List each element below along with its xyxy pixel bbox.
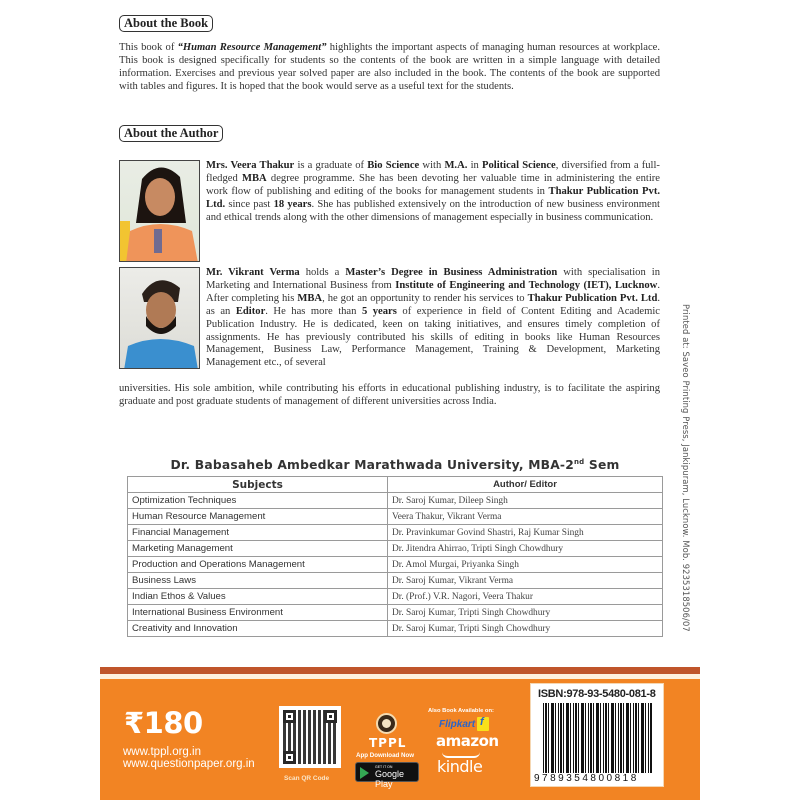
about-book-paragraph bbox=[119, 42, 660, 94]
tppl-app-name: TPPL bbox=[369, 736, 407, 750]
qr-caption: Scan QR Code bbox=[284, 775, 330, 782]
printer-note: Printed at: Saveo Printing Press, Jankipuram, Lucknow. Mob. 9235318506/07 bbox=[681, 304, 691, 632]
table-row: Financial Management Dr. Pravinkumar Govind Shastri, Raj Kumar Singh bbox=[128, 525, 663, 541]
table-row: Business Laws Dr. Saroj Kumar, Vikrant Verma bbox=[128, 573, 663, 589]
kindle-logo[interactable]: kindle bbox=[437, 757, 483, 776]
table-row: Production and Operations Management Dr. Amol Murgai, Priyanka Singh bbox=[128, 557, 663, 573]
author2-name: Mr. Vikrant Verma bbox=[206, 267, 300, 278]
qr-finder-icon bbox=[324, 710, 337, 723]
subjects-table bbox=[127, 476, 663, 637]
footer-stripe-dark bbox=[100, 667, 700, 674]
google-play-button[interactable] bbox=[355, 762, 419, 789]
isbn-number: ISBN:978-93-5480-081-8 bbox=[538, 688, 656, 700]
app-download-text: App Download Now bbox=[356, 752, 415, 759]
tppl-logo-icon bbox=[376, 713, 397, 734]
table-row: Human Resource Management Veera Thakur, Vikrant Verma bbox=[128, 509, 663, 525]
qr-pattern-icon bbox=[283, 710, 337, 764]
play-store-icon bbox=[360, 767, 369, 779]
available-on-label: Also Book Available on: bbox=[428, 708, 494, 714]
amazon-logo[interactable]: amazon bbox=[436, 732, 499, 750]
table-row: International Business Environment Dr. Saroj Kumar, Tripti Singh Chowdhury bbox=[128, 605, 663, 621]
gplay-get-it-on: GET IT ON bbox=[375, 765, 393, 769]
university-title: Dr. Babasaheb Ambedkar Marathwada University, MBA-2nd Sem bbox=[170, 458, 620, 473]
about-book-text: highlights the important aspects of managing human resources at workplace. This book is designed specifically for students so the contents of the book are written in a simple language with detailed information. Exercises and previous year solved paper are also included in the book. The contents of the book are supported with tables and figures. It is hoped that the book would serve as a useful text for the students. bbox=[119, 42, 661, 92]
author1-photo bbox=[119, 160, 200, 262]
author1-name: Mrs. Veera Thakur bbox=[206, 160, 295, 171]
author2-bio: Mr. Vikrant Verma holds a Master’s Degree in Business Administration with specialisation in Marketing and International Business from Institute of Engineering and Technology (IET), Lucknow. After completing his MBA, he got an opportunity to render his services to Thakur Publication Pvt. Ltd. as an Editor. He has more than 5 years of experience in field of Content Editing and Academic Publication Industry. He is dedicated, keen on taking initiatives, and ensures timely completion of assignments. He has previously contributed his skills of editing in books like Human Resources Management, Business Law, Performance Management, Training & Development, Marketing Management etc., of several bbox=[206, 267, 661, 369]
subjects-header: Subjects bbox=[128, 477, 388, 493]
author2-photo bbox=[119, 267, 200, 369]
qr-code[interactable] bbox=[279, 706, 341, 768]
author1-bio: Mrs. Veera Thakur is a graduate of Bio Science with M.A. in Political Science, diversified from a full-fledged MBA degree programme. She has been devoting her valuable time in administering the entire work flow of publishing and editing of the books for management students in Thakur Publication Pvt. Ltd. since past 18 years. She has published extensively on the introduction of new business environment and ethical trends along with the other dimensions of management especially in business communication. bbox=[206, 160, 661, 223]
flipkart-logo[interactable]: Flipkart bbox=[439, 719, 476, 730]
book-title: “Human Resource Management” bbox=[177, 42, 327, 53]
price: ₹180 bbox=[124, 706, 203, 740]
author-header: Author/ Editor bbox=[388, 477, 663, 493]
about-book-intro: This book of bbox=[119, 42, 178, 53]
about-author-heading: About the Author bbox=[119, 125, 223, 142]
barcode-icon bbox=[543, 703, 653, 773]
table-header-row bbox=[128, 477, 663, 493]
flipkart-bag-icon bbox=[477, 717, 489, 731]
table-row: Optimization Techniques Dr. Saroj Kumar, Dileep Singh bbox=[128, 493, 663, 509]
author1-portrait-icon bbox=[120, 161, 200, 262]
qr-finder-icon bbox=[283, 751, 296, 764]
author2-bio-continued: universities. His sole ambition, while contributing his efforts in educational publishing industry, is to facilitate the aspiring graduate and post graduate students of management of different universities across India. bbox=[119, 383, 660, 407]
about-book-heading: About the Book bbox=[119, 15, 213, 32]
table-row: Marketing Management Dr. Jitendra Ahirrao, Tripti Singh Chowdhury bbox=[128, 541, 663, 557]
website-link-tppl[interactable]: www.tppl.org.in bbox=[123, 746, 201, 758]
isbn-barcode-box bbox=[530, 683, 664, 787]
barcode-digits: 9789354800818 bbox=[534, 773, 639, 784]
table-row: Creativity and Innovation Dr. Saroj Kumar, Tripti Singh Chowdhury bbox=[128, 621, 663, 637]
table-row: Indian Ethos & Values Dr. (Prof.) V.R. Nagori, Veera Thakur bbox=[128, 589, 663, 605]
gplay-label: Google Play bbox=[375, 769, 405, 789]
qr-finder-icon bbox=[283, 710, 296, 723]
author2-portrait-icon bbox=[120, 268, 200, 369]
website-link-questionpaper[interactable]: www.questionpaper.org.in bbox=[123, 758, 255, 770]
